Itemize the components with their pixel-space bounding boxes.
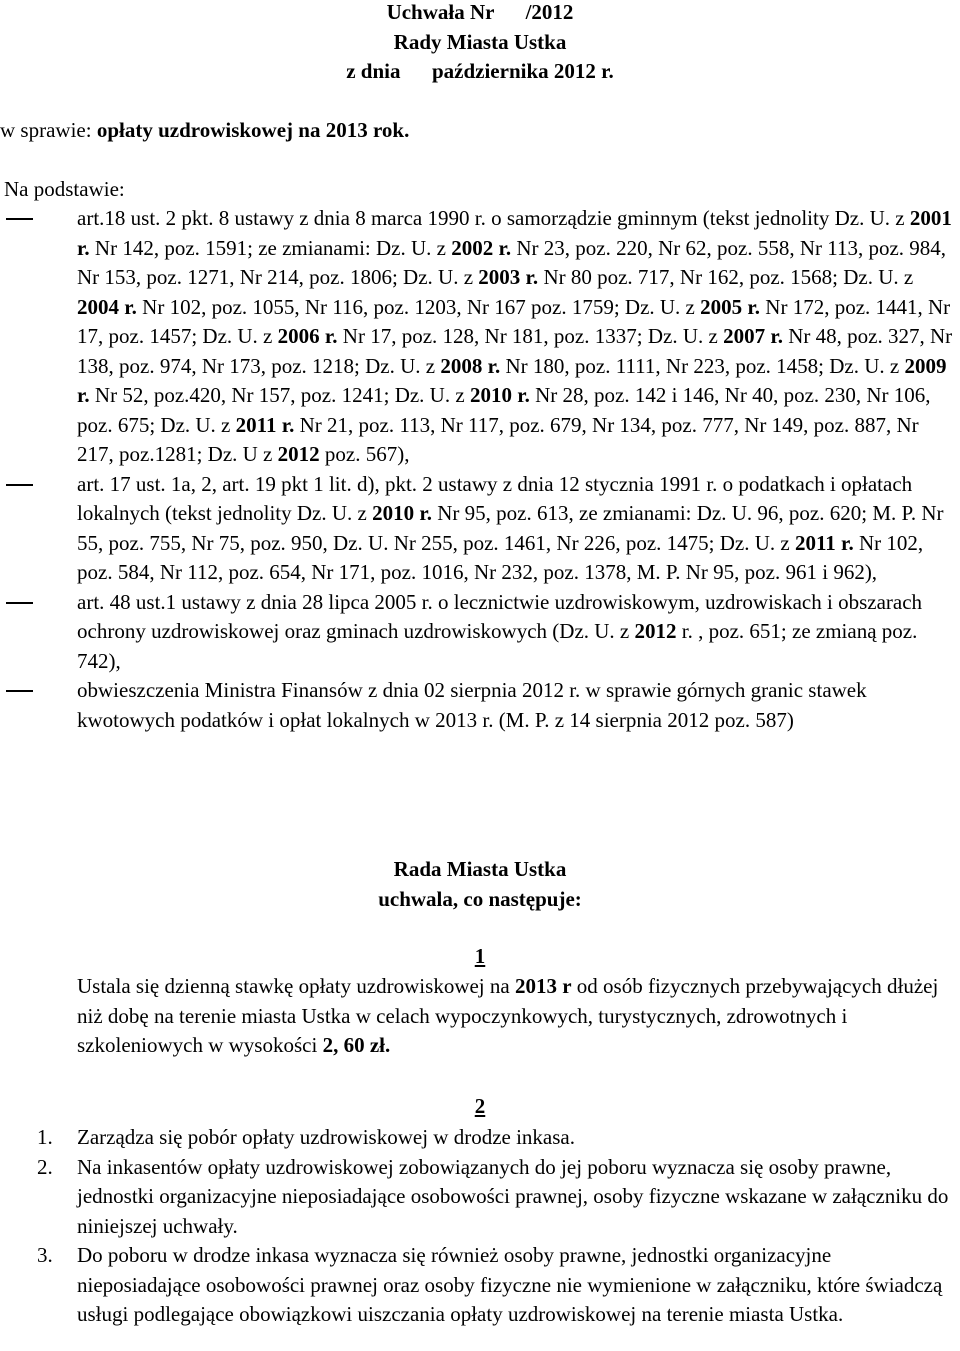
subject-text: opłaty uzdrowiskowej na 2013 rok. <box>96 118 410 142</box>
section-1-paragraph <box>77 972 957 1061</box>
legal-basis-text: art. 17 ust. 1a, 2, art. 19 pkt 1 lit. d), pkt. 2 ustawy z dnia 12 stycznia 1991 r. o podatkach i opłatach lokalnych (tekst jednolity Dz. U. z <box>77 471 913 525</box>
legal-basis-year: 2003 r. <box>478 265 539 289</box>
legal-basis-year: 2011 r. <box>235 412 295 437</box>
dash-bullet-icon <box>6 484 33 486</box>
dash-bullet-icon <box>6 690 33 692</box>
legal-basis-year: 2001 r. <box>77 206 952 260</box>
legal-basis-text: poz. 567), <box>319 442 410 466</box>
legal-basis-year: 2010 r. <box>469 383 530 407</box>
legal-basis-text: Nr 28, poz. 142 i 146, Nr 40, poz. 230, Nr 106, poz. 675; Dz. U. z <box>77 383 931 437</box>
legal-basis-text: Nr 17, poz. 128, Nr 181, poz. 1337; Dz. U. z <box>337 324 724 348</box>
legal-basis-text: obwieszczenia Ministra Finansów z dnia 02 sierpnia 2012 r. w sprawie górnych granic stawek kwotowych podatków i opłat lokalnych w 2013 r. (M. P. z 14 sierpnia 2012 poz. 587) <box>77 678 867 732</box>
legal-basis-item <box>0 470 958 588</box>
section-2-point <box>0 1123 958 1153</box>
section-1-year: 2013 r <box>514 974 572 998</box>
legal-basis-year: 2004 r. <box>77 294 137 319</box>
legal-basis-text: Nr 172, poz. 1441, Nr 17, poz. 1457; Dz. U. z <box>77 294 951 348</box>
legal-basis-text: Nr 21, poz. 113, Nr 117, poz. 679, Nr 134, poz. 777, Nr 149, poz. 887, Nr 217, poz.1281; Dz. U z <box>77 412 919 466</box>
legal-basis-year: 2002 r. <box>451 235 512 260</box>
legal-basis-year: 2005 r. <box>700 294 761 319</box>
section-1-text-a: Ustala się dzienną stawkę opłaty uzdrowiskowej na <box>77 974 515 998</box>
section-2-points <box>0 1123 958 1330</box>
legal-basis-year: 2012 <box>277 442 320 466</box>
legal-basis-text: art. 48 ust.1 ustawy z dnia 28 lipca 2005 r. o lecznictwie uzdrowiskowym, uzdrowiskach i obszarach ochrony uzdrowiskowej oraz gminach uzdrowiskowych (Dz. U. z <box>77 589 923 643</box>
legal-basis-text: Nr 80 poz. 717, Nr 162, poz. 1568; Dz. U. z <box>538 265 914 289</box>
legal-basis-text: Nr 23, poz. 220, Nr 62, poz. 558, Nr 113, poz. 984, Nr 153, poz. 1271, Nr 214, poz. 1806; Dz. U. z <box>77 235 947 289</box>
resolution-number: Uchwała Nr /2012 <box>386 0 574 24</box>
point-number: 2. <box>37 1154 53 1179</box>
legal-basis-year: 2011 r. <box>794 530 854 555</box>
subject-prefix: w sprawie: <box>0 118 97 142</box>
legal-basis-year: 2006 r. <box>277 324 338 348</box>
council-name-repeat: Rada Miasta Ustka <box>393 857 567 881</box>
legal-basis-year: 2008 r. <box>440 353 501 378</box>
document-header <box>0 0 960 87</box>
legal-basis-text: art.18 ust. 2 pkt. 8 ustawy z dnia 8 marca 1990 r. o samorządzie gminnym (tekst jednolity Dz. U. z <box>77 206 910 230</box>
subject-line <box>0 116 960 146</box>
point-number: 1. <box>37 1125 53 1149</box>
legal-basis-item <box>0 588 958 677</box>
legal-basis-text: Nr 102, poz. 1055, Nr 116, poz. 1203, Nr 167 poz. 1759; Dz. U. z <box>136 294 701 319</box>
section-1-text-b: od osób fizycznych przebywających dłużej niż dobę na terenie miasta Ustka w celach wypoczynkowych, turystycznych, zdrowotnych i szkoleniowych w wysokości <box>77 974 939 1057</box>
legal-basis-year: 2007 r. <box>723 324 783 348</box>
legal-basis-text: Nr 95, poz. 613, ze zmianami: Dz. U. 96, poz. 620; M. P. Nr 55, poz. 755, Nr 75, poz. 950, Dz. U. Nr 255, poz. 1461, Nr 226, poz. 1475; Dz. U. z <box>77 501 944 555</box>
point-text: Zarządza się pobór opłaty uzdrowiskowej w drodze inkasa. <box>77 1125 575 1149</box>
point-number: 3. <box>37 1243 53 1267</box>
legal-basis-label: Na podstawie: <box>4 177 125 201</box>
section-2-point <box>0 1153 958 1242</box>
legal-basis-text: Nr 102, poz. 584, Nr 112, poz. 654, Nr 171, poz. 1016, Nr 232, poz. 1378, M. P. Nr 95, poz. 961 i 962), <box>77 530 924 584</box>
council-name: Rady Miasta Ustka <box>393 29 567 54</box>
legal-basis-year: 2010 r. <box>372 501 433 525</box>
legal-basis-text: Nr 48, poz. 327, Nr 138, poz. 974, Nr 173, poz. 1218; Dz. U. z <box>77 324 953 378</box>
point-text: Do poboru w drodze inkasa wyznacza się również osoby prawne, jednostki organizacyjne nieposiadające osobowości prawnej oraz osoby fizyczne nie wymienione w załączniku, które świadczą usługi podlegające obowiązkowi uiszczania opłaty uzdrowiskowej na terenie miasta Ustka. <box>77 1243 943 1326</box>
legal-basis-text: Nr 52, poz.420, Nr 157, poz. 1241; Dz. U. z <box>89 383 470 407</box>
dash-bullet-icon <box>6 602 33 604</box>
legal-basis-item <box>0 676 958 735</box>
section-1-number: 1 <box>474 944 486 968</box>
resolution-formula <box>0 855 960 914</box>
dash-bullet-icon <box>6 218 33 220</box>
resolution-date: z dnia października 2012 r. <box>346 59 614 83</box>
legal-basis-list <box>0 204 958 735</box>
section-2-heading <box>0 1092 960 1122</box>
legal-basis-text: Nr 142, poz. 1591; ze zmianami: Dz. U. z <box>89 235 452 260</box>
point-text: Na inkasentów opłaty uzdrowiskowej zobowiązanych do jej poboru wyznacza się osoby prawne, jednostki organizacyjne nieposiadające osobowości prawnej, osoby fizyczne wskazane w załączniku do niniejszej uchwały. <box>77 1154 949 1238</box>
legal-basis-item <box>0 204 958 470</box>
legal-basis-text: Nr 180, poz. 1111, Nr 223, poz. 1458; Dz. U. z <box>500 353 905 378</box>
section-1-heading <box>0 942 960 972</box>
section-1-rate: 2, 60 zł. <box>322 1033 391 1057</box>
resolves-phrase: uchwala, co następuje: <box>378 886 582 911</box>
legal-basis-year: 2009 r. <box>77 353 947 407</box>
section-2-point <box>0 1241 958 1330</box>
section-2-number: 2 <box>474 1094 486 1118</box>
legal-basis-text: r. , poz. 651; ze zmianą poz. 742), <box>77 619 918 673</box>
legal-basis-year: 2012 <box>634 619 677 643</box>
